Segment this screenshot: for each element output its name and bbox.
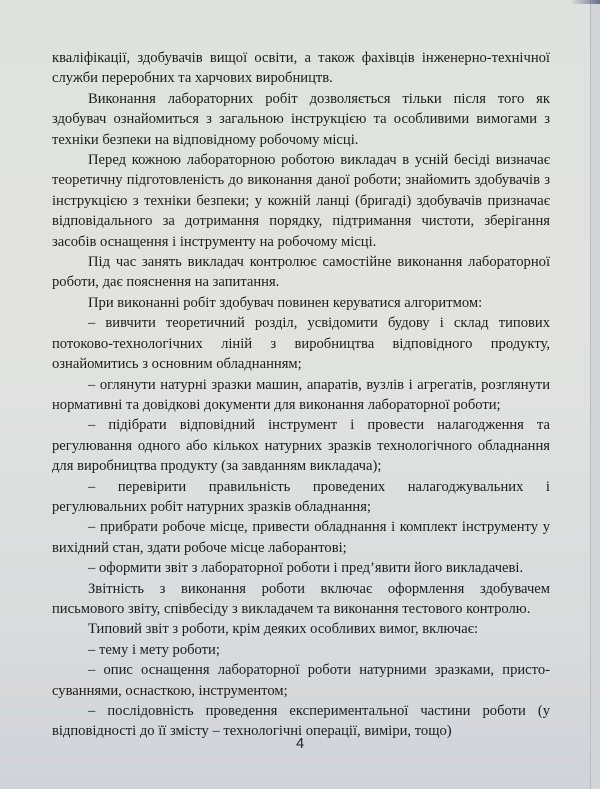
paragraph-before-lab: Перед кожною лабораторною роботою викладач в усній бесіді визначає теоретичну підготовленість до виконання даної роботи; знайомить здобувачів з інструкцією з техніки безпеки; у кожній ланці (бригаді) здобувачів призначає відповідального за дотримання порядку, підтримання чистоти, зберігання засобів оснащення і інструменту на робочому місці. — [52, 152, 550, 250]
paragraph-algorithm-intro: При виконанні робіт здобувач повинен керуватися алгоритмом: — [88, 294, 483, 311]
paragraph-typical-report: Типовий звіт з роботи, крім деяких особливих вимог, включає: — [88, 621, 479, 638]
page-body-text — [52, 48, 550, 742]
list-item-study-theory: – вивчити теоретичний розділ, усвідомити будову і склад типових потоково-технологічних ліній з виробництва відповідного продукту, ознайомитись з основним обладнанням; — [52, 315, 550, 373]
list-item-topic-goal: – тему і мету роботи; — [88, 641, 220, 658]
corner-shadow — [570, 0, 600, 4]
list-item-clean-workplace: – прибрати робоче місце, привести обладнання і комплект інструменту у вихідний стан, здати робоче місце лаборантові; — [52, 519, 550, 556]
list-item-equipment-description: – опис оснащення лабораторної роботи натурними зразками, присто-суваннями, оснасткою, інструментом; — [52, 662, 550, 699]
list-item-select-tools: – підібрати відповідний інструмент і провести налагодження та регулювання одного або кількох натурних зразків технологічного обладнання для виробництва продукту (за завданням викладача); — [52, 417, 550, 475]
list-item-experiment-sequence: – послідовність проведення експериментальної частини роботи (у відповідності до її змісту – технологічні операції, виміри, тощо) — [52, 703, 550, 740]
paragraph-reporting: Звітність з виконання роботи включає оформлення здобувачем письмового звіту, співбесіду з викладачем та виконання тестового контролю. — [52, 580, 550, 617]
paragraph-lab-admission: Виконання лабораторних робіт дозволяється тільки після того як здобувач ознайомиться з загальною інструкцією та особливими вимогами з техніки безпеки на відповідному робочому місці. — [52, 90, 550, 148]
page-number: 4 — [295, 736, 305, 752]
list-item-prepare-report: – оформити звіт з лабораторної роботи і пред’явити його викладачеві. — [88, 560, 524, 577]
background-outside-page — [591, 0, 600, 789]
paragraph-teacher-control: Під час занять викладач контролює самостійне виконання лабораторної роботи, дає пояснення на запитання. — [52, 254, 550, 291]
paragraph-continuation: кваліфікації, здобувачів вищої освіти, а також фахівців інженерно-технічної служби переробних та харчових виробництв. — [52, 50, 550, 87]
list-item-inspect-samples: – оглянути натурні зразки машин, апаратів, вузлів і агрегатів, розглянути нормативні та довідкові документи для виконання лабораторної роботи; — [52, 376, 550, 413]
list-item-verify-adjustment: – перевірити правильність проведених налагоджувальних і регулювальних робіт натурних зразків обладнання; — [52, 478, 550, 515]
